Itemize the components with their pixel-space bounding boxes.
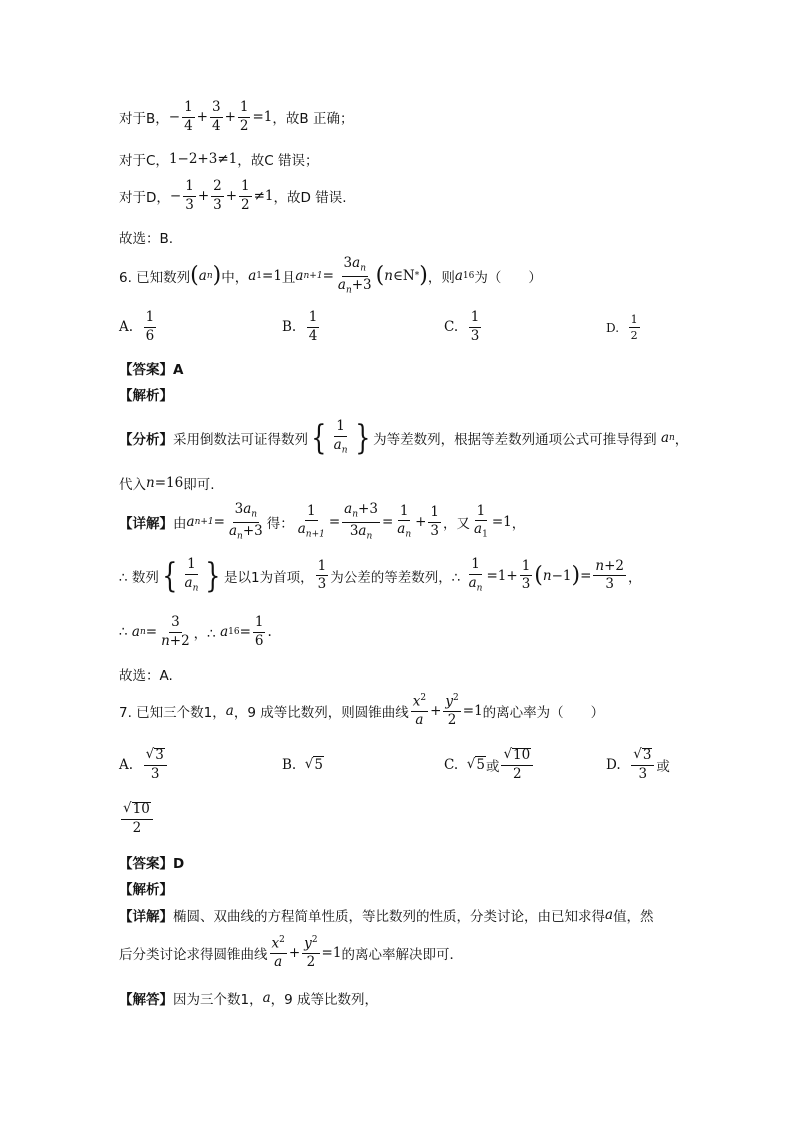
- q5-line-c: 对于C， 1−2+3≠1 ，故C 错误；: [119, 151, 319, 169]
- q6-option-a: A. $\frac{1}{6}$: [119, 309, 155, 344]
- q7-stem: 7. 已知三个数1， a ，9 成等比数列，则圆锥曲线 $\frac{x^2}{a}$ + $\frac{y^2}{2}$ =1 的离心率为（ ）: [119, 693, 605, 728]
- q7-option-b: B. √ 5: [282, 756, 323, 773]
- q5-choice: 故选：B.: [119, 231, 174, 247]
- q6-detail: 【详解】 由 a n+1 = $\frac{3a_n}{a_n+3}$ 得： $\frac{1}{a_{n+1}}$ = $\frac{a_n+3}{3a_n}$ = $\frac{1}{a_n}$ + $\frac{1}{3}$ ，又 $\frac{1}{a_1}$ =1 ，: [119, 501, 526, 542]
- q6-step2: ∴ 数列 { $\frac{1}{a_n}$ } 是以1为首项， $\frac{1}{3}$ 为公差的等差数列，∴ $\frac{1}{a_n}$ =1+ $\frac{1}{3}$ ( n −1 ) = $\frac{n+2}{3}$ ，: [119, 555, 642, 596]
- q6-option-b: B. $\frac{1}{4}$: [282, 309, 318, 344]
- q5-line-b: 对于B， − $\frac{1}{4}$ + $\frac{3}{4}$ + $\frac{1}{2}$ =1 ，故B 正确；: [119, 99, 354, 134]
- q6-analysis-title: 【解析】: [119, 388, 173, 404]
- q7-option-c: C. √ 5 或 √ 10 2: [444, 748, 535, 781]
- q6-step3: ∴ a n = $\frac{3}{n+2}$ ，∴ a 16 = $\frac{1}{6}$ .: [119, 614, 272, 649]
- q6-fenxi2: 代入 n =16 即可.: [119, 475, 215, 493]
- q7-answer: 【答案】D: [119, 856, 185, 872]
- q6-answer: 【答案】A: [119, 362, 184, 378]
- q6-fenxi: 【分析】 采用倒数法可证得数列 { $\frac{1}{a_n}$ } 为等差数列，根据等差数列通项公式可推导得到 a n ，: [119, 417, 689, 458]
- q5-line-d: 对于D， − $\frac{1}{3}$ + $\frac{2}{3}$ + $\frac{1}{2}$ ≠1 ，故D 错误.: [119, 178, 347, 213]
- q6-option-c: C. $\frac{1}{3}$: [444, 309, 480, 344]
- q7-option-a: A. √ 3 3: [119, 748, 169, 781]
- q7-detail2: 后分类讨论求得圆锥曲线 $\frac{x^2}{a}$ + $\frac{y^2}{2}$ =1 的离心率解决即可．: [119, 935, 463, 970]
- q7-option-d-cont: √ 10 2: [119, 802, 155, 835]
- q7-option-d: D. √ 3 3 或: [606, 746, 670, 782]
- q6-stem: 6. 已知数列 ( a n ) 中， a 1 =1 且 a n+1 = $\frac{3a_n}{a_n+3}$ ( n ∈N * ) ，则 a 16 为（ ）: [119, 255, 542, 296]
- q7-jieda: 【解答】 因为三个数1， a ，9 成等比数列，: [119, 990, 379, 1008]
- q7-analysis-title: 【解析】: [119, 882, 173, 898]
- q6-choice: 故选：A.: [119, 668, 173, 684]
- q6-option-d: D. $\frac{1}{2}$: [606, 313, 638, 342]
- q7-detail: 【详解】 椭圆、双曲线的方程简单性质，等比数列的性质，分类讨论，由已知求得 a 值，然: [119, 907, 654, 925]
